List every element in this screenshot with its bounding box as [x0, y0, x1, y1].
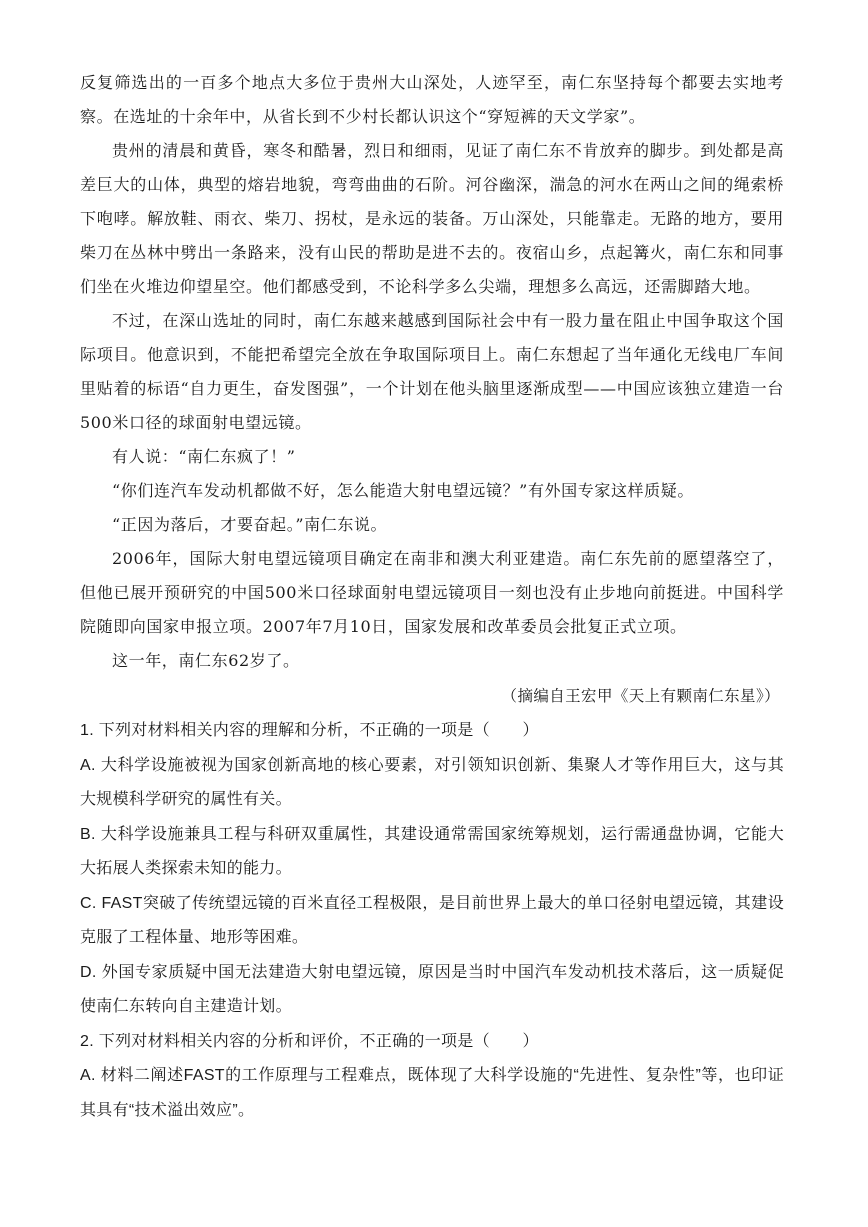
document-body — [80, 66, 784, 1128]
question-1-option-b: B. 大科学设施兼具工程与科研双重属性，其建设通常需国家统筹规划，运行需通盘协调，它能大大拓展人类探索未知的能力。 — [80, 825, 784, 877]
question-1-option-d: D. 外国专家质疑中国无法建造大射电望远镜，原因是当时中国汽车发动机技术落后，这一质疑促使南仁东转向自主建造计划。 — [80, 963, 784, 1015]
passage-paragraph-2: 贵州的清晨和黄昏，寒冬和酷暑，烈日和细雨，见证了南仁东不肯放弃的脚步。到处都是高差巨大的山体，典型的熔岩地貌，弯弯曲曲的石阶。河谷幽深，湍急的河水在两山之间的绳索桥下咆哮。解放鞋、雨衣、柴刀、拐杖，是永远的装备。万山深处，只能靠走。无路的地方，要用柴刀在丛林中劈出一条路来，没有山民的帮助是进不去的。夜宿山乡，点起篝火，南仁东和同事们坐在火堆边仰望星空。他们都感受到，不论科学多么尖端，理想多么高远，还需脚踏大地。 — [80, 141, 784, 296]
passage-paragraph-3: 不过，在深山选址的同时，南仁东越来越感到国际社会中有一股力量在阻止中国争取这个国际项目。他意识到，不能把希望完全放在争取国际项目上。南仁东想起了当年通化无线电厂车间里贴着的标语“自力更生，奋发图强”，一个计划在他头脑里逐渐成型——中国应该独立建造一台500米口径的球面射电望远镜。 — [80, 311, 784, 432]
passage-paragraph-8: 这一年，南仁东62岁了。 — [112, 651, 300, 670]
passage-paragraph-6: “正因为落后，才要奋起。”南仁东说。 — [112, 515, 388, 534]
question-2-option-a: A. 材料二阐述FAST的工作原理与工程难点，既体现了大科学设施的“先进性、复杂性”等，也印证其具有“技术溢出效应”。 — [80, 1067, 784, 1119]
question-1-option-c: C. FAST突破了传统望远镜的百米直径工程极限，是目前世界上最大的单口径射电望远镜，其建设克服了工程体量、地形等困难。 — [80, 894, 784, 946]
question-2-stem: 2. 下列对材料相关内容的分析和评价，不正确的一项是（ ） — [80, 1032, 539, 1050]
question-1-stem: 1. 下列对材料相关内容的理解和分析，不正确的一项是（ ） — [80, 722, 539, 739]
passage-paragraph-5: “你们连汽车发动机都做不好，怎么能造大射电望远镜？”有外国专家这样质疑。 — [112, 481, 694, 500]
passage-paragraph-7: 2006年，国际大射电望远镜项目确定在南非和澳大利亚建造。南仁东先前的愿望落空了，但他已展开预研究的中国500米口径球面射电望远镜项目一刻也没有止步地向前挺进。中国科学院随即向国家申报立项。2007年7月10日，国家发展和改革委员会批复正式立项。 — [80, 549, 784, 636]
passage-source: （摘编自王宏甲《天上有颗南仁东星》） — [501, 687, 780, 705]
question-1-option-a: A. 大科学设施被视为国家创新高地的核心要素，对引领知识创新、集聚人才等作用巨大，这与其大规模科学研究的属性有关。 — [80, 756, 784, 808]
passage-paragraph-4: 有人说：“南仁东疯了！” — [112, 447, 296, 466]
passage-paragraph-1: 反复筛选出的一百多个地点大多位于贵州大山深处，人迹罕至，南仁东坚持每个都要去实地考察。在选址的十余年中，从省长到不少村长都认识这个“穿短裤的天文学家”。 — [80, 73, 784, 126]
